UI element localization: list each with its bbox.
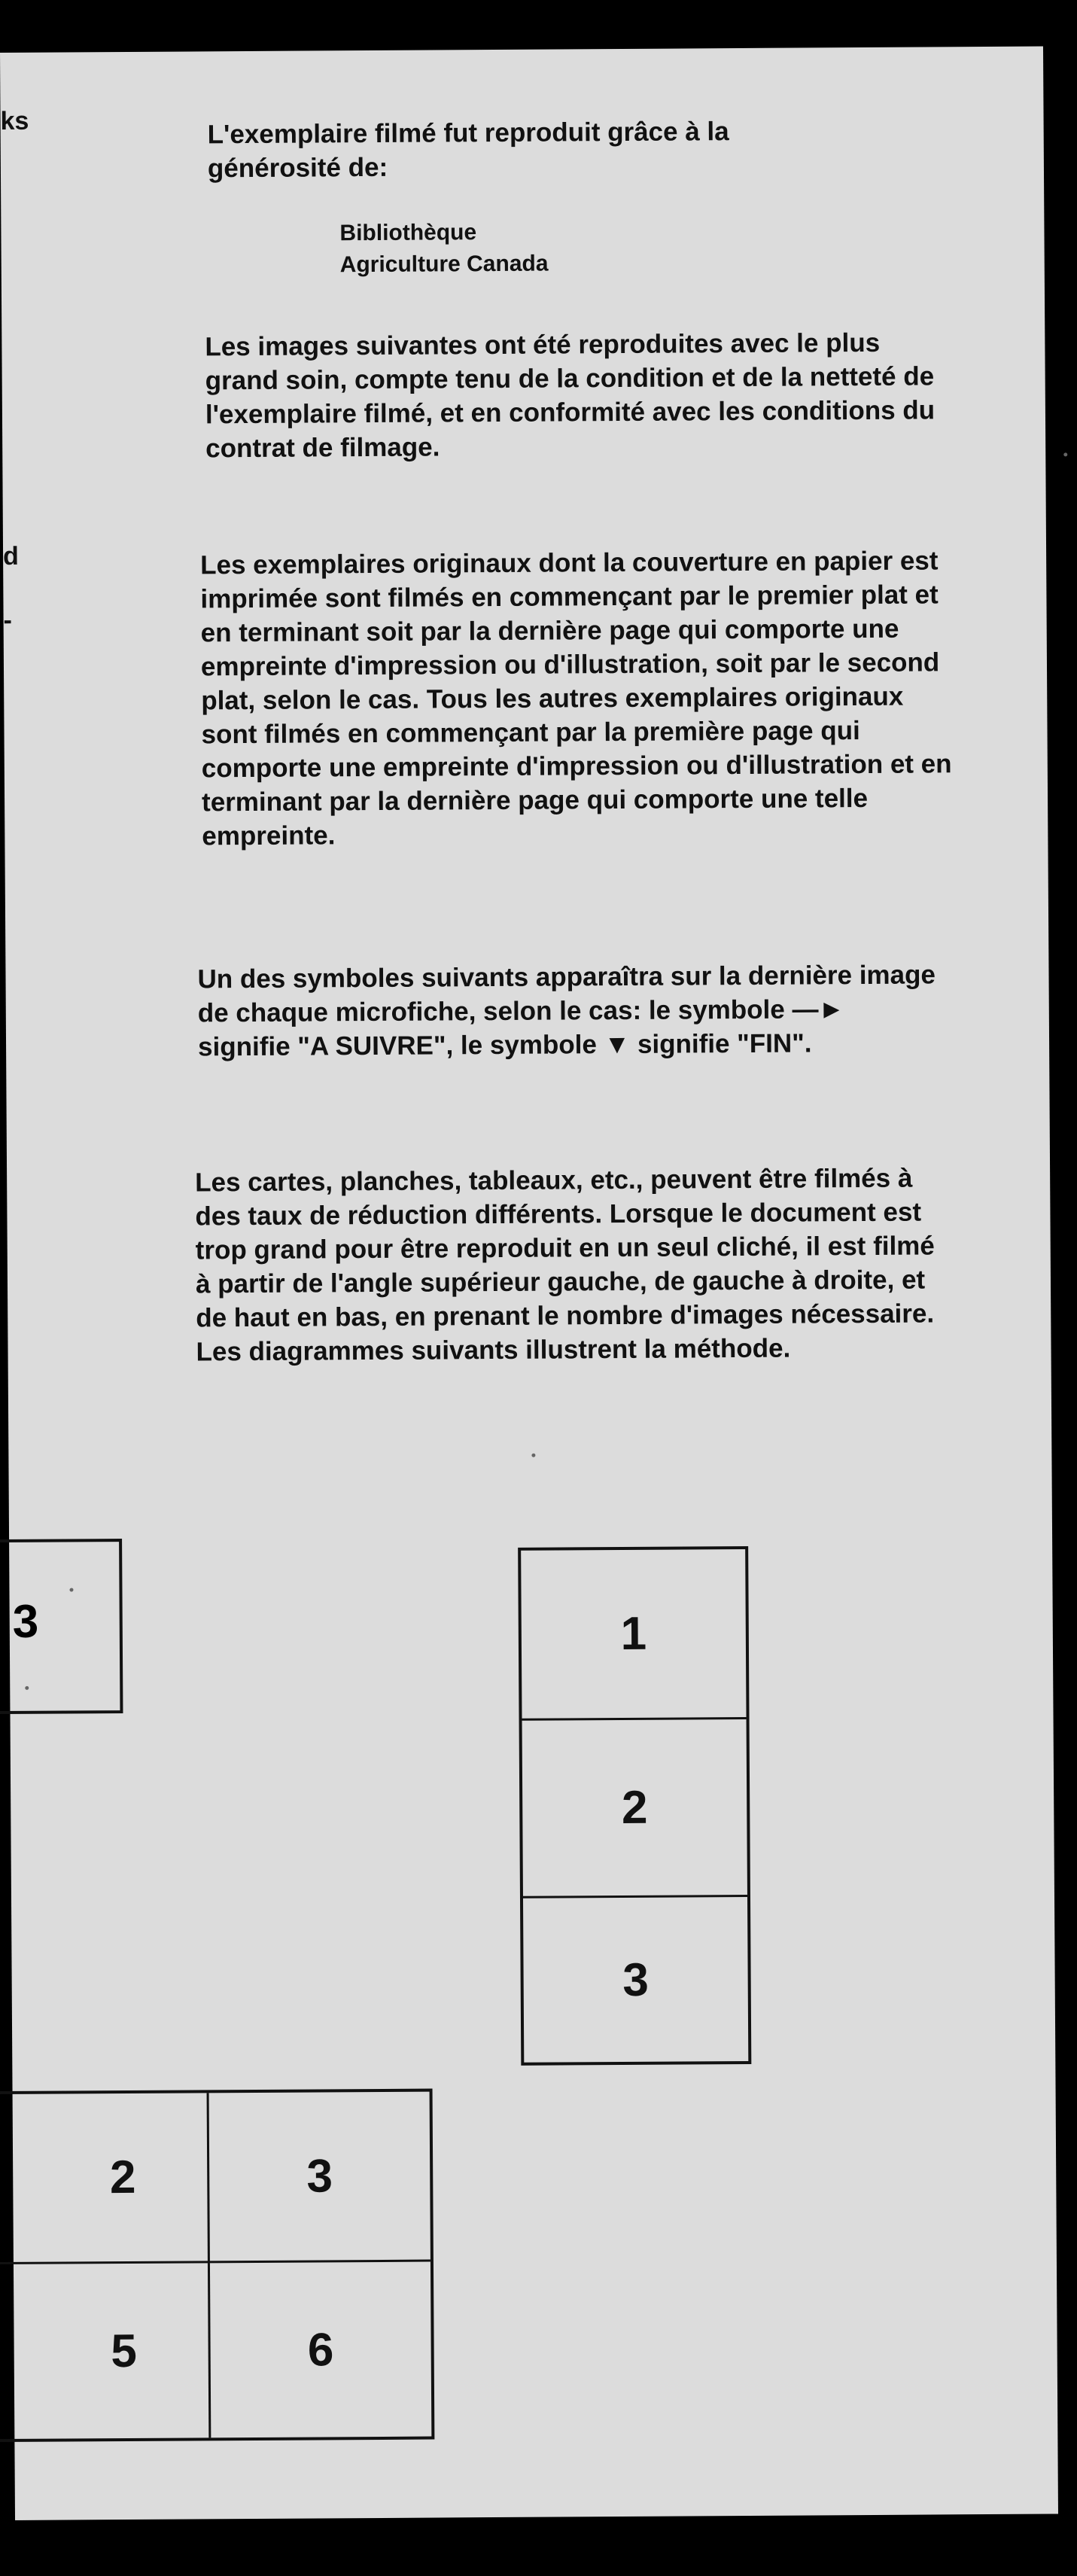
symbols-text-a: Un des symboles suivants apparaîtra sur la dernière image de chaque microfiche, selon le cas: le symbole (197, 960, 936, 1028)
grid-cell-3 (209, 2092, 430, 2264)
library-name (339, 217, 548, 282)
grid-diagram (0, 2089, 434, 2443)
grid-cell-5 (0, 2263, 211, 2439)
left-fragment-ks: ks (0, 106, 29, 135)
grid-cell-6 (210, 2262, 431, 2438)
symbols-text-c: signifie "FIN". (637, 1028, 812, 1059)
vertical-cell-1-number: 1 (620, 1607, 647, 1661)
left-fragment-dash: - (3, 605, 13, 635)
paragraph-symbols (197, 958, 943, 1064)
document-page (0, 47, 1058, 2520)
vertical-cell-2 (522, 1719, 747, 1899)
grid-cell-2-number: 2 (109, 2151, 136, 2204)
vertical-cell-2-number: 2 (621, 1781, 648, 1834)
symbols-text-b: signifie "A SUIVRE", le symbole (197, 1030, 597, 1062)
paragraph-method: Les cartes, planches, tableaux, etc., peuvent être filmés à des taux de réduction différents. Lorsque le document est trop grand pour être reproduit en un seul cliché, il est filmé à partir de l'angle supérieur gauche, de gauche à droite, et de haut en bas, en prenant le nombre d'images nécessaire. Les diagrammes suivants illustrent la méthode. (195, 1163, 935, 1367)
grid-cell-3-number: 3 (306, 2150, 333, 2203)
arrow-icon: —► (792, 994, 845, 1025)
intro-line-2: générosité de: (207, 152, 388, 184)
dust-speck (69, 1588, 73, 1591)
paragraph-reproduction: Les images suivantes ont été reproduites avec le plus grand soin, compte tenu de la condition et de la netteté de l'exemplaire filmé, et en conformité avec les conditions du contrat de filmage. (205, 327, 936, 464)
intro-line-1: L'exemplaire filmé fut reproduit grâce à la (207, 117, 729, 150)
grid-cell-2 (0, 2093, 210, 2264)
grid-cell-5-number: 5 (111, 2325, 138, 2377)
triangle-down-icon: ▼ (604, 1029, 631, 1060)
left-fragment-d: d (2, 541, 19, 571)
library-line-1: Bibliothèque (339, 220, 477, 246)
library-line-2: Agriculture Canada (339, 251, 549, 278)
partial-diagram-number: 3 (12, 1595, 39, 1648)
vertical-cell-3-number: 3 (622, 1953, 650, 2006)
grid-cell-6-number: 6 (307, 2323, 334, 2377)
vertical-diagram (518, 1546, 751, 2066)
paragraph-originals: Les exemplaires originaux dont la couverture en papier est imprimée sont filmés en commençant par le premier plat et en terminant soit par la dernière page qui comporte une empreinte d'impression ou d'illustration, soit par le second plat, selon le cas. Tous les autres exemplaires originaux sont filmés en commençant par la première page qui comporte une empreinte d'impression ou d'illustration et en terminant par la dernière page qui comporte une telle empreinte. (200, 546, 952, 851)
vertical-cell-1 (521, 1549, 746, 1721)
dust-speck (25, 1686, 29, 1690)
intro-text (208, 113, 961, 185)
vertical-cell-3 (523, 1897, 748, 2063)
partial-diagram-box (0, 1539, 123, 1714)
dust-speck (531, 1454, 535, 1457)
dust-speck (1063, 452, 1067, 456)
